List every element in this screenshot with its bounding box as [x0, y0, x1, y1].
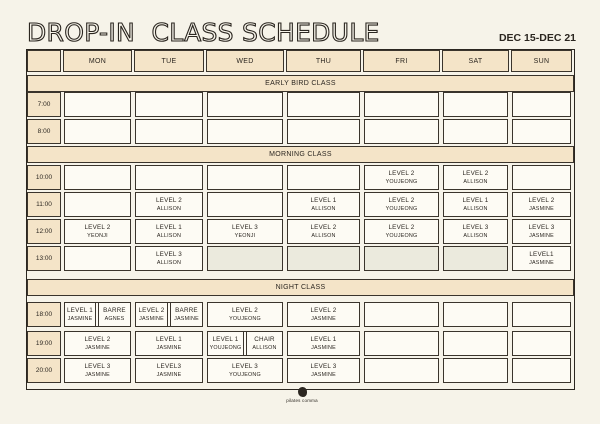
schedule-slot — [135, 165, 203, 190]
class-level: LEVEL 3 — [310, 362, 337, 370]
class-block[interactable] — [364, 165, 439, 190]
class-instructor: YOUJEONG — [229, 371, 261, 378]
class-block[interactable] — [512, 219, 571, 244]
class-block[interactable] — [512, 192, 571, 217]
class-level: BARRE — [175, 306, 198, 314]
brand-name: pilates comma — [286, 398, 318, 403]
class-level: LEVEL 2 — [84, 223, 111, 231]
schedule-slot — [443, 331, 508, 356]
class-block[interactable] — [135, 219, 203, 244]
class-level: LEVEL 3 — [462, 223, 489, 231]
time-label: 18:00 — [27, 302, 61, 327]
class-level: LEVEL 2 — [84, 335, 111, 343]
class-level: LEVEL 2 — [155, 196, 183, 204]
class-level: LEVEL 1 — [310, 335, 337, 343]
schedule-slot — [287, 246, 360, 271]
class-level: LEVEL 1 — [310, 196, 337, 204]
schedule-slot — [512, 302, 571, 327]
time-label: 10:00 — [27, 165, 61, 190]
class-block[interactable] — [246, 331, 283, 356]
class-instructor: YOUJEONG — [385, 205, 418, 212]
class-instructor: JASMINE — [174, 315, 199, 322]
class-instructor: ALLISON — [463, 205, 488, 212]
class-instructor: JASMINE — [85, 344, 110, 351]
schedule-slot — [64, 165, 131, 190]
brand-logo — [284, 387, 320, 403]
class-level: LEVEL3 — [156, 362, 182, 370]
class-block[interactable] — [287, 219, 360, 244]
class-instructor: JASMINE — [85, 371, 110, 378]
class-block[interactable] — [364, 192, 439, 217]
class-block[interactable] — [207, 219, 283, 244]
class-instructor: JASMINE — [67, 315, 93, 322]
section-header: MORNING CLASS — [27, 146, 574, 163]
class-block[interactable] — [135, 358, 203, 383]
class-instructor: ALLISON — [311, 205, 336, 212]
date-range: DEC 15-DEC 21 — [498, 32, 576, 44]
schedule-grid — [26, 49, 575, 390]
class-level: BARRE — [103, 306, 126, 314]
schedule-slot — [207, 92, 283, 117]
schedule-slot — [443, 246, 508, 271]
class-instructor: JASMINE — [156, 344, 182, 351]
class-block[interactable] — [64, 331, 131, 356]
class-block[interactable] — [98, 302, 131, 327]
class-instructor: ALLISON — [463, 178, 488, 185]
schedule-slot — [364, 92, 439, 117]
schedule-slot — [287, 92, 360, 117]
schedule-slot — [364, 302, 439, 327]
class-level: LEVEL 1 — [66, 306, 94, 314]
class-instructor: JASMINE — [311, 315, 336, 322]
day-header-thu: THU — [286, 50, 361, 72]
class-instructor: JASMINE — [529, 232, 554, 239]
class-level: LEVEL 2 — [231, 306, 259, 314]
time-label: 12:00 — [27, 219, 61, 244]
class-level: LEVEL 2 — [388, 169, 415, 177]
class-instructor: YOUJEONG — [209, 344, 242, 351]
class-block[interactable] — [287, 331, 360, 356]
schedule-slot — [207, 119, 283, 144]
class-instructor: YEONJI — [234, 232, 256, 239]
time-label: 11:00 — [27, 192, 61, 217]
class-instructor: YOUJEONG — [385, 178, 418, 185]
schedule-slot — [512, 92, 571, 117]
schedule-slot — [443, 302, 508, 327]
day-header-mon: MON — [63, 50, 132, 72]
schedule-slot — [287, 165, 360, 190]
time-label: 19:00 — [27, 331, 61, 356]
header-corner — [27, 50, 61, 72]
class-instructor: YEONJI — [87, 232, 108, 239]
schedule-slot — [512, 331, 571, 356]
class-block[interactable] — [135, 302, 168, 327]
class-instructor: JASMINE — [311, 371, 336, 378]
class-block[interactable] — [135, 246, 203, 271]
schedule-slot — [64, 246, 131, 271]
class-level: LEVEL1 — [529, 250, 554, 258]
class-block[interactable] — [64, 219, 131, 244]
class-block[interactable] — [207, 302, 283, 327]
time-label: 20:00 — [27, 358, 61, 383]
schedule-slot — [64, 192, 131, 217]
schedule-slot — [512, 165, 571, 190]
class-block[interactable] — [443, 192, 508, 217]
section-header: EARLY BIRD CLASS — [27, 75, 574, 92]
class-instructor: JASMINE — [529, 205, 554, 212]
schedule-slot — [207, 165, 283, 190]
schedule-slot — [287, 119, 360, 144]
class-instructor: ALLISON — [463, 232, 488, 239]
class-level: LEVEL 1 — [462, 196, 489, 204]
class-instructor: ALLISON — [156, 232, 182, 239]
schedule-slot — [364, 246, 439, 271]
class-instructor: YOUJEONG — [385, 232, 418, 239]
schedule-slot — [64, 92, 131, 117]
class-level: LEVEL 3 — [155, 250, 183, 258]
schedule-slot — [135, 119, 203, 144]
comma-logo-icon — [298, 387, 307, 397]
class-level: LEVEL 2 — [388, 223, 415, 231]
schedule-slot — [512, 119, 571, 144]
class-block[interactable] — [443, 219, 508, 244]
class-instructor: JASMINE — [156, 371, 182, 378]
day-header-wed: WED — [206, 50, 284, 72]
class-level: LEVEL 3 — [231, 362, 259, 370]
day-header-sun: SUN — [511, 50, 572, 72]
schedule-slot — [443, 358, 508, 383]
schedule-slot — [364, 119, 439, 144]
class-block[interactable] — [287, 192, 360, 217]
class-level: LEVEL 2 — [310, 306, 337, 314]
page-title: DROP-IN CLASS SCHEDULE — [27, 18, 380, 47]
class-level: LEVEL 1 — [155, 335, 183, 343]
class-level: LEVEL 2 — [138, 306, 165, 314]
class-block[interactable] — [207, 358, 283, 383]
class-block[interactable] — [287, 358, 360, 383]
class-block[interactable] — [135, 192, 203, 217]
day-header-tue: TUE — [134, 50, 204, 72]
class-instructor: JASMINE — [311, 344, 336, 351]
class-instructor: ALLISON — [252, 344, 277, 351]
class-level: LEVEL 1 — [155, 223, 183, 231]
class-block[interactable] — [64, 358, 131, 383]
class-level: LEVEL 3 — [231, 223, 259, 231]
class-instructor: AGNES — [104, 315, 125, 322]
day-header-sat: SAT — [442, 50, 509, 72]
class-block[interactable] — [170, 302, 203, 327]
schedule-slot — [364, 331, 439, 356]
day-header-fri: FRI — [363, 50, 440, 72]
class-block[interactable] — [287, 302, 360, 327]
class-block[interactable] — [64, 302, 96, 327]
schedule-slot — [135, 92, 203, 117]
class-instructor: JASMINE — [529, 259, 554, 266]
class-instructor: YOUJEONG — [229, 315, 261, 322]
class-level: LEVEL 2 — [528, 196, 555, 204]
class-level: LEVEL 2 — [310, 223, 337, 231]
class-level: LEVEL 2 — [462, 169, 489, 177]
section-header: NIGHT CLASS — [27, 279, 574, 296]
class-instructor: JASMINE — [139, 315, 164, 322]
schedule-slot — [512, 358, 571, 383]
schedule-slot — [443, 119, 508, 144]
class-level: LEVEL 1 — [212, 335, 239, 343]
class-level: CHAIR — [254, 335, 275, 343]
class-block[interactable] — [135, 331, 203, 356]
time-label: 7:00 — [27, 92, 61, 117]
class-block[interactable] — [443, 165, 508, 190]
time-label: 8:00 — [27, 119, 61, 144]
class-instructor: ALLISON — [156, 259, 182, 266]
schedule-slot — [207, 192, 283, 217]
class-level: LEVEL 2 — [388, 196, 415, 204]
class-level: LEVEL 3 — [84, 362, 111, 370]
class-block[interactable] — [512, 246, 571, 271]
class-block[interactable] — [364, 219, 439, 244]
class-block[interactable] — [207, 331, 244, 356]
class-instructor: ALLISON — [311, 232, 336, 239]
class-level: LEVEL 3 — [528, 223, 555, 231]
time-label: 13:00 — [27, 246, 61, 271]
schedule-slot — [364, 358, 439, 383]
schedule-slot — [207, 246, 283, 271]
class-instructor: ALLISON — [156, 205, 182, 212]
schedule-slot — [64, 119, 131, 144]
schedule-slot — [443, 92, 508, 117]
